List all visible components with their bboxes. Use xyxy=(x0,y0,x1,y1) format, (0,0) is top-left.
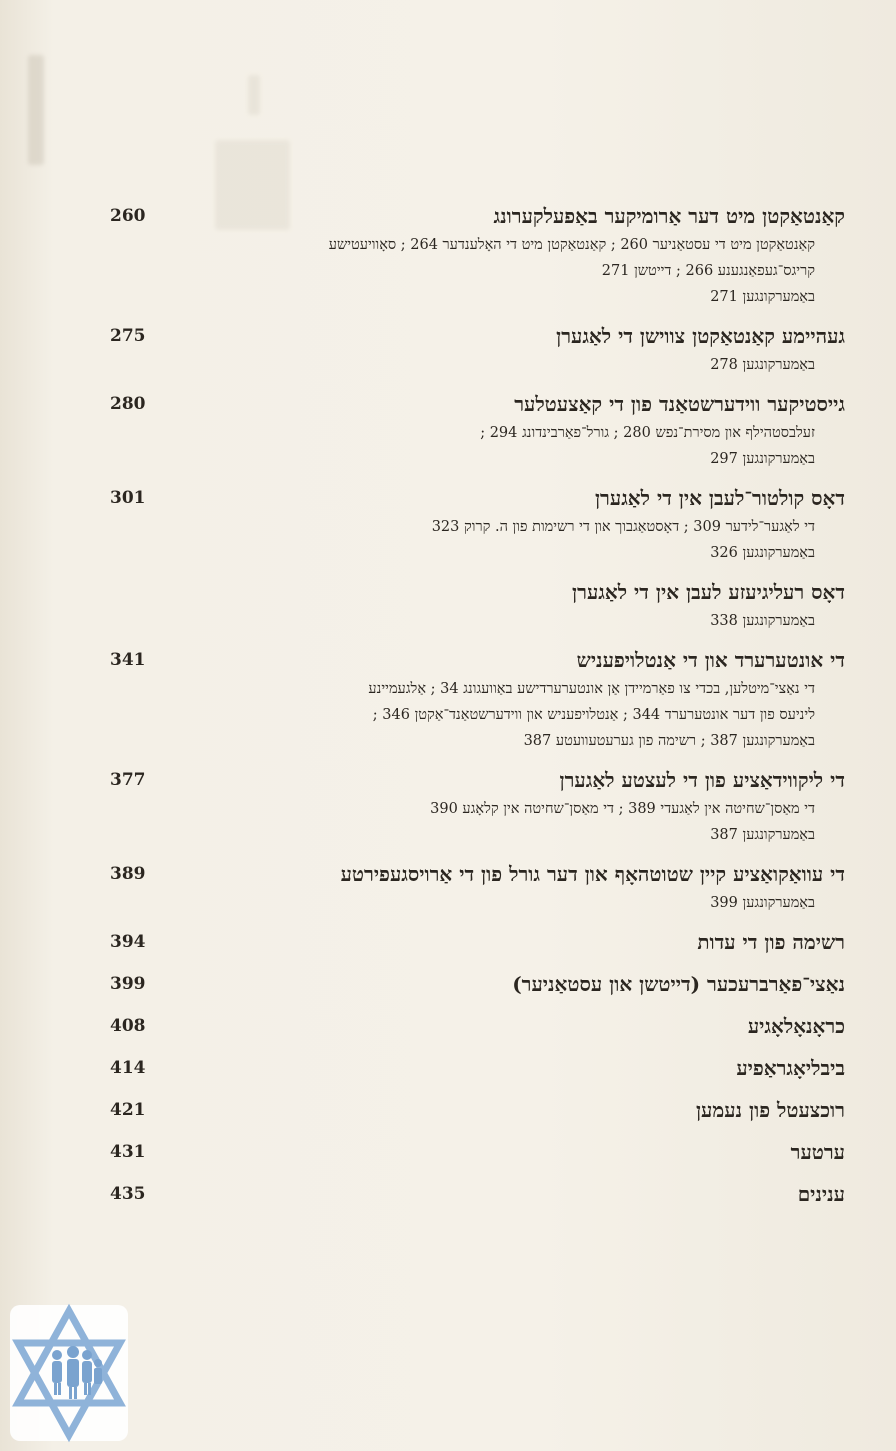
toc-entry-title: ערטער xyxy=(790,1140,845,1164)
toc-entry xyxy=(110,1178,845,1210)
toc-page-number: 414 xyxy=(110,1058,146,1078)
toc-entry-title: דאָס רעליגיעזע לעבן אין די לאַגערן xyxy=(572,580,845,604)
toc-subentry: באַמערקונגען 326 xyxy=(710,545,815,561)
toc-page-number: 280 xyxy=(110,394,146,414)
toc-page-number: 408 xyxy=(110,1016,146,1036)
page-stain xyxy=(28,55,44,165)
toc-page-number: 341 xyxy=(110,650,146,670)
toc-subentry: באַמערקונגען 271 xyxy=(710,289,815,305)
toc-entry-title: גייסטיקער ווידערשטאַנד פון די קאַצעטלער xyxy=(514,392,845,416)
toc-entry xyxy=(110,926,845,958)
toc-entry xyxy=(110,1094,845,1126)
toc-subentry: זעלבסטהילף און מסירת־נפש 280 ; גורל־פאַרבינדונג 294 ; xyxy=(480,425,815,441)
toc-subentry: קריגס־געפאַנגענע 266 ; דייטשן 271 xyxy=(601,263,815,279)
toc-page-number: 275 xyxy=(110,326,146,346)
table-of-contents xyxy=(110,200,845,1220)
toc-page-number: 421 xyxy=(110,1100,146,1120)
toc-entry xyxy=(110,200,845,310)
toc-entry-title: כראָנאָלאָגיע xyxy=(747,1014,845,1038)
toc-entry xyxy=(110,1136,845,1168)
toc-entry xyxy=(110,644,845,754)
toc-entry-title: די עוואַקואַציע קיין שטוטהאָף און דער גורל פון די אַרויסגעפירטע xyxy=(340,862,845,886)
toc-entry-title: די אונטערערד און די אַנטלויפעניש xyxy=(576,648,845,672)
toc-subentry: באַמערקונגען 387 xyxy=(710,827,815,843)
toc-entry-title: געהיימע קאַנטאַקטן צווישן די לאַגערן xyxy=(556,324,845,348)
toc-subentry: די נאַצי־מיטלען, בכדי צו פאַרמיידן אַן אונטערערדישע באַוועגונג 34 ; אַלגעמיינע xyxy=(368,681,815,697)
toc-entry-title: קאַנטאַקטן מיט דער אַרומיקער באַפעלקערונג xyxy=(493,204,845,228)
toc-entry xyxy=(110,1052,845,1084)
toc-entry-title: די ליקווידאַציע פון די לעצטע לאַגערן xyxy=(559,768,845,792)
toc-entry xyxy=(110,858,845,916)
toc-page-number: 431 xyxy=(110,1142,146,1162)
toc-page-number: 435 xyxy=(110,1184,146,1204)
toc-entry-title: דאָס קולטור־לעבן אין די לאַגערן xyxy=(594,486,845,510)
toc-subentry: די מאַסן־שחיטה אין לאַגעדי 389 ; די מאַסן־שחיטה אין קלאָגע 390 xyxy=(430,801,815,817)
toc-subentry: קאַנטאַקטן מיט די עסטאַניער 260 ; קאַנטאַקטן מיט די האָלענדער 264 ; סאָוויעטישע xyxy=(328,237,815,253)
toc-entry-title: רשימה פון די עדות xyxy=(697,930,845,954)
toc-subentry: באַמערקונגען 278 xyxy=(710,357,815,373)
toc-entry xyxy=(110,1010,845,1042)
toc-entry-title: ביבליאָגראַפיע xyxy=(736,1056,845,1080)
toc-page-number: 399 xyxy=(110,974,146,994)
toc-subentry: באַמערקונגען 387 ; רשימה פון גערעטעוועטע 387 xyxy=(523,733,815,749)
toc-entry xyxy=(110,388,845,472)
toc-subentry: די לאַגער־לידער 309 ; דאָסטאַגבוך און די רשימות פון ה. קרוק 323 xyxy=(431,519,815,535)
toc-entry-title: נאַצי־פאַרברעכער (דייטשן און עסטאַניער) xyxy=(512,972,845,996)
toc-entry xyxy=(110,576,845,634)
toc-entry-title: ענינים xyxy=(797,1182,845,1206)
toc-entry-title: רוכצעטל פון נעמען xyxy=(695,1098,845,1122)
toc-page-number: 301 xyxy=(110,488,146,508)
toc-entry xyxy=(110,482,845,566)
toc-entry xyxy=(110,320,845,378)
toc-entry xyxy=(110,968,845,1000)
toc-page-number: 389 xyxy=(110,864,146,884)
toc-subentry: באַמערקונגען 338 xyxy=(710,613,815,629)
star-of-david-logo-icon xyxy=(8,1303,130,1443)
toc-page-number: 377 xyxy=(110,770,146,790)
toc-page-number: 394 xyxy=(110,932,146,952)
toc-entry xyxy=(110,764,845,848)
toc-subentry: ליניעס פון דער אונטערערד 344 ; אַנטלויפעניש און ווידערשטאַנד־אַקטן 346 ; xyxy=(372,707,815,723)
page-stain xyxy=(248,75,260,115)
toc-page-number: 260 xyxy=(110,206,146,226)
toc-subentry: באַמערקונגען 297 xyxy=(710,451,815,467)
toc-subentry: באַמערקונגען 399 xyxy=(710,895,815,911)
